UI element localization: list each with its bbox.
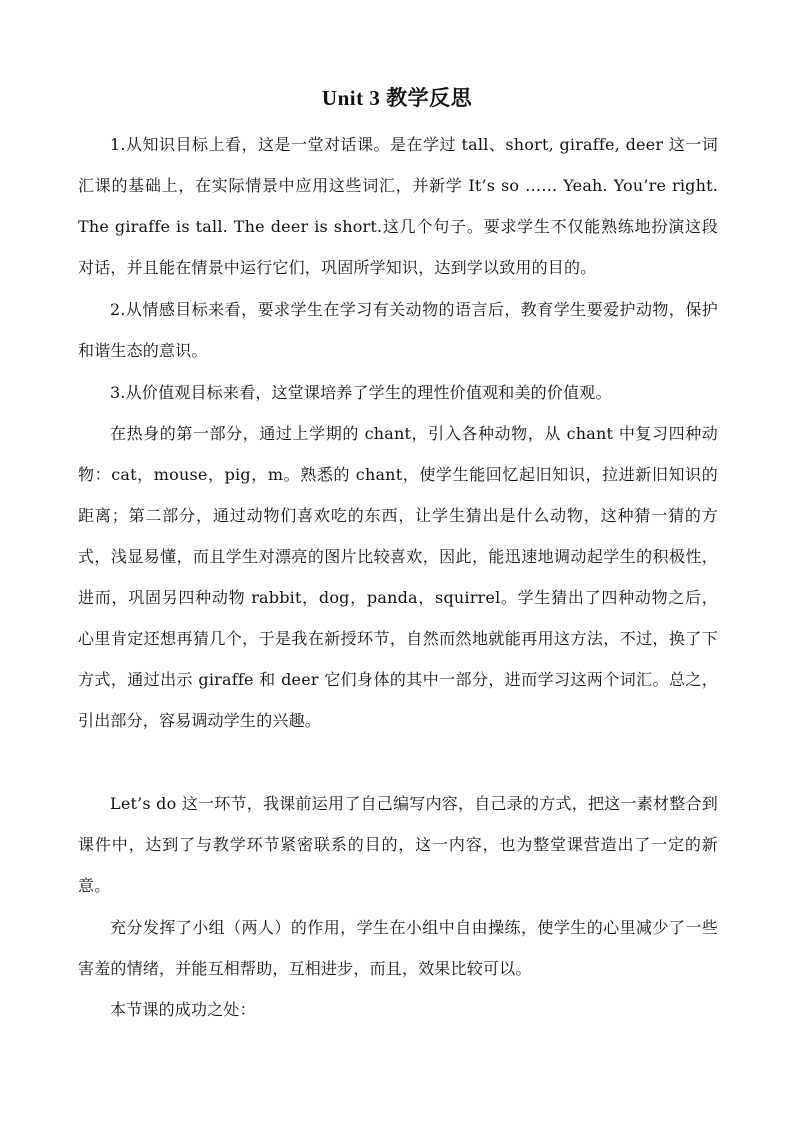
- paragraph-knowledge-goal: 1.从知识目标上看，这是一堂对话课。是在学过 tall、short, giraffe, deer 这一词汇课的基础上，在实际情景中应用这些词汇，并新学 It’s so …… Yeah. You’re right. The giraffe is tall. The deer is short.这几个句子。要求学生不仅能熟练地扮演这段对话，并且能在情景中运行它们，巩固所学知识，达到学以致用的目的。: [78, 135, 718, 277]
- paragraph-success-heading: 本节课的成功之处：: [110, 1000, 256, 1019]
- paragraph-value-goal: 3.从价值观目标来看，这堂课培养了学生的理性价值观和美的价值观。: [110, 383, 612, 402]
- paragraph-warmup: 在热身的第一部分，通过上学期的 chant，引入各种动物，从 chant 中复习四种动物：cat，mouse，pig，m。熟悉的 chant，使学生能回忆起旧知识，拉进新旧知识的距离；第二部分，通过动物们喜欢吃的东西，让学生猜出是什么动物，这种猜一猜的方式，浅显易懂，而且学生对漂亮的图片比较喜欢，因此，能迅速地调动起学生的积极性，进而，巩固另四种动物 rabbit，dog，panda，squirrel。学生猜出了四种动物之后，心里肯定还想再猜几个，于是我在新授环节，自然而然地就能再用这方法，不过，换了下方式，通过出示 giraffe 和 deer 它们身体的其中一部分，进而学习这两个词汇。总之，引出部分，容易调动学生的兴趣。: [78, 424, 718, 730]
- paragraph-emotion-goal: 2.从情感目标来看，要求学生在学习有关动物的语言后，教育学生要爱护动物，保护和谐生态的意识。: [78, 300, 718, 360]
- paragraph-group-work: 充分发挥了小组（两人）的作用，学生在小组中自由操练，使学生的心里减少了一些害羞的情绪，并能互相帮助，互相进步，而且，效果比较可以。: [78, 918, 718, 978]
- page-title: Unit 3 教学反思: [321, 86, 473, 110]
- paragraph-lets-do: Let’s do 这一环节，我课前运用了自己编写内容，自己录的方式，把这一素材整合到课件中，达到了与教学环节紧密联系的目的，这一内容，也为整堂课营造出了一定的新意。: [78, 794, 718, 895]
